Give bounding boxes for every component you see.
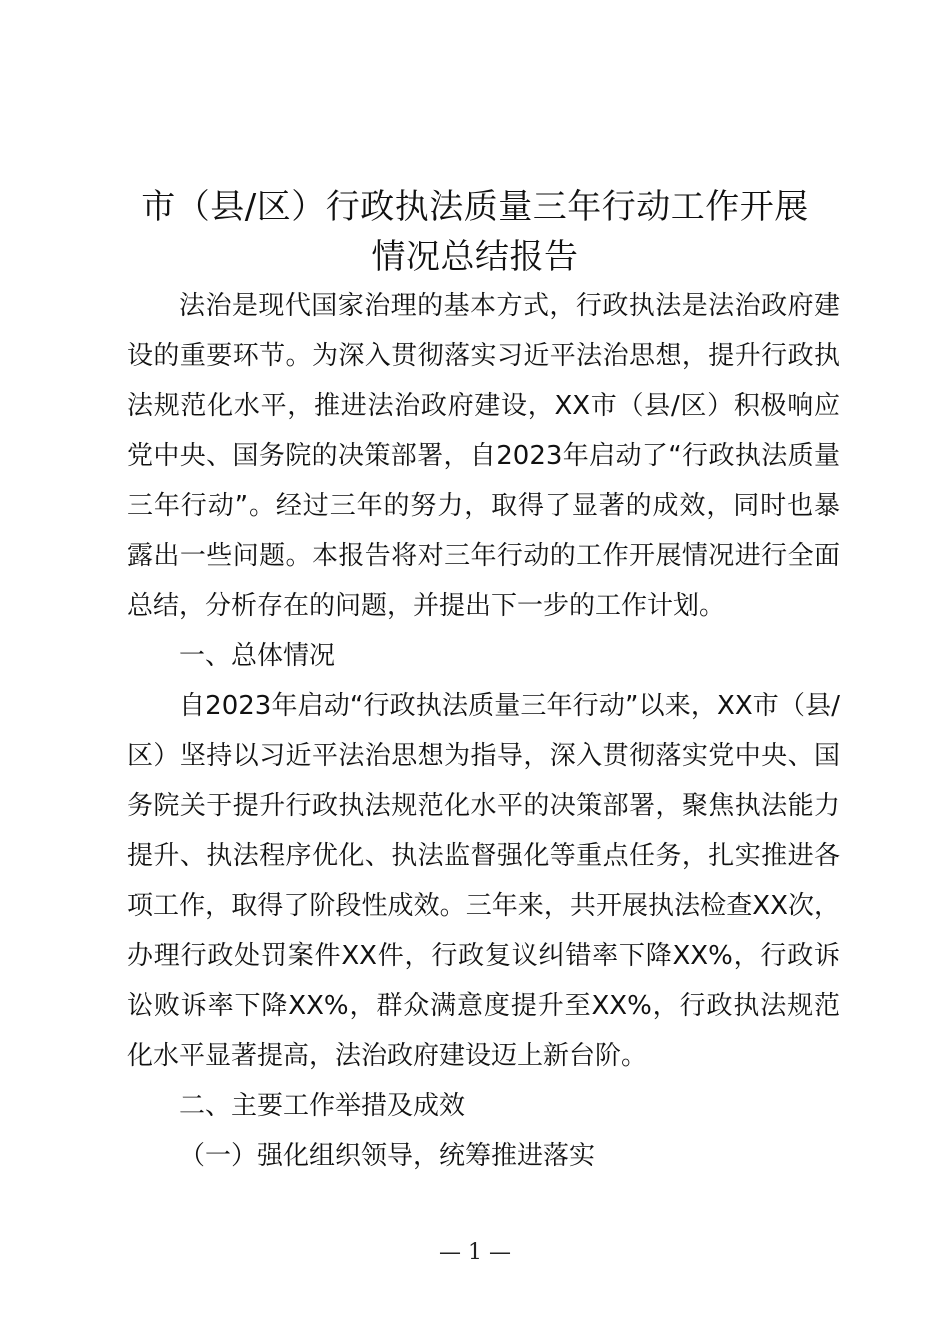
intro-paragraph: 法治是现代国家治理的基本方式，行政执法是法治政府建设的重要环节。为深入贯彻落实习近平法治思想，提升行政执法规范化水平，推进法治政府建设，XX市（县/区）积极响应党中央、国务院的决策部署，自2023年启动了“行政执法质量三年行动”。经过三年的努力，取得了显著的成效，同时也暴露出一些问题。本报告将对三年行动的工作开展情况进行全面总结，分析存在的问题，并提出下一步的工作计划。 [127,291,840,621]
subsection-heading-leadership: （一）强化组织领导，统筹推进落实 [179,1141,596,1171]
document-body [127,281,840,1181]
document-title-line-2: 情况总结报告 [371,237,579,277]
section-heading-measures: 二、主要工作举措及成效 [179,1091,466,1121]
overview-paragraph: 自2023年启动“行政执法质量三年行动”以来，XX市（县/区）坚持以习近平法治思想为指导，深入贯彻落实党中央、国务院关于提升行政执法规范化水平的决策部署，聚焦执法能力提升、执法程序优化、执法监督强化等重点任务，扎实推进各项工作，取得了阶段性成效。三年来，共开展执法检查XX次，办理行政处罚案件XX件，行政复议纠错率下降XX%，行政诉讼败诉率下降XX%，群众满意度提升至XX%，行政执法规范化水平显著提高，法治政府建设迈上新台阶。 [127,691,840,1071]
section-heading-overview: 一、总体情况 [179,641,336,671]
document-title-line-1: 市（县/区）行政执法质量三年行动工作开展 [141,187,809,227]
page-number: — 1 — [439,1240,511,1265]
